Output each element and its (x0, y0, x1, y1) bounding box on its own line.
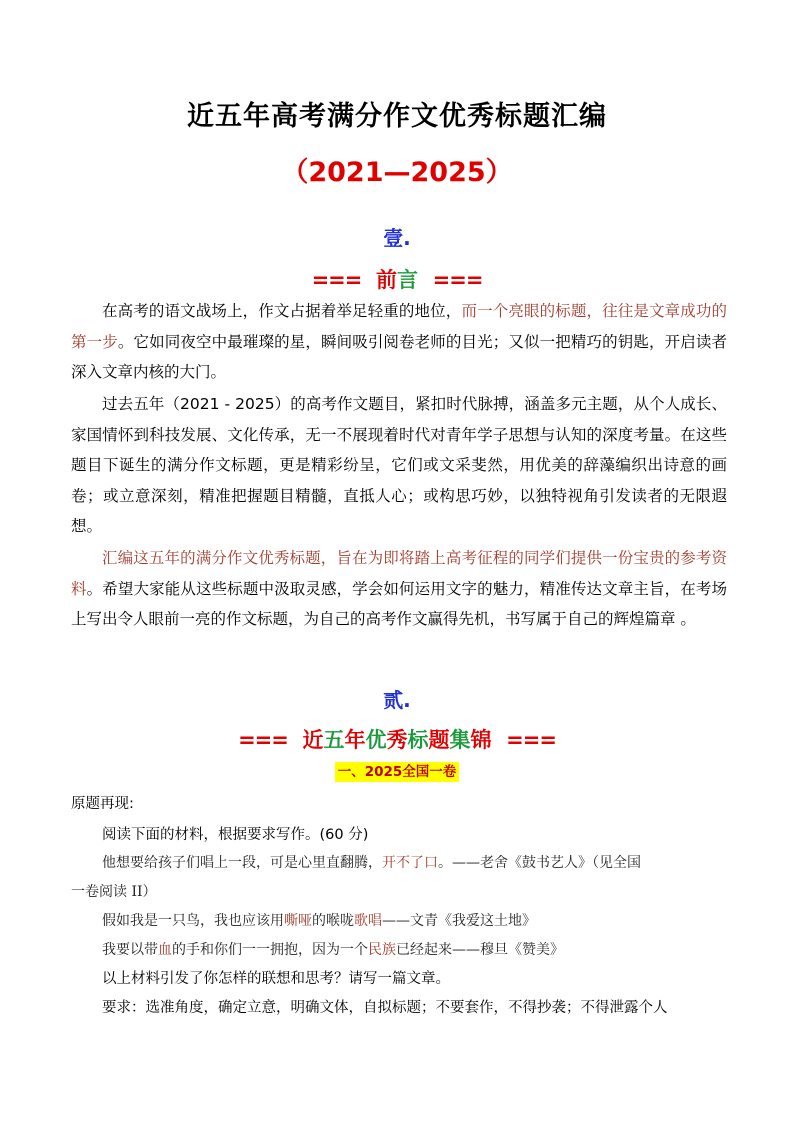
document-title: 近五年高考满分作文优秀标题汇编 (187, 101, 607, 132)
quote-1: 他想要给孩子们唱上一段，可是心里直翻腾，开不了口。——老舍《鼓书艺人》（见全国 (102, 855, 641, 871)
preface-paragraph-2: 过去五年（2021 - 2025）的高考作文题目，紧扣时代脉搏，涵盖多元主题，从个人成长、家国情怀到科技发展、文化传承，无一不展现着时代对青年学子思想与认知的深度考量。在这些题目下诞生的满分作文标题，更是精彩纷呈，它们或文采斐然，用优美的辞藻编织出诗意的画卷；或立意深刻，精准把握题目精髓，直抵人心；或构思巧妙，以独特视角引发读者的无限遐想。 (71, 395, 727, 535)
quote-2: 假如我是一只鸟，我也应该用嘶哑的喉咙歌唱——文青《我爱这土地》 (102, 913, 536, 929)
preface-paragraph-3: 汇编这五年的满分作文优秀标题，旨在为即将踏上高考征程的同学们提供一份宝贵的参考资料。希望大家能从这些标题中汲取灵感，学会如何运用文字的魅力，精准传达文章主旨，在考场上写出令人眼前一亮的作文标题，为自己的高考作文赢得先机，书写属于自己的辉煌篇章 。 (71, 549, 727, 628)
exam-badge: 一、2025全国一卷 (335, 762, 460, 782)
highlight-text: 汇编这五年的满分作文优秀标题，旨在为即将踏上高考征程的同学们提供一份宝贵的参考资料 (71, 549, 727, 598)
section-heading-preface (0, 264, 794, 294)
quote-3: 我要以带血的手和你们一一拥抱，因为一个民族已经起来——穆旦《赞美》 (102, 942, 564, 958)
requirement-text: 要求：选准角度，确定立意，明确文体，自拟标题；不要套作，不得抄袭；不得泄露个人 (102, 1000, 668, 1016)
quote-1-continued: 一卷阅读 II） (71, 884, 157, 900)
exam-badge-wrap (0, 761, 794, 782)
section-heading-titles: === 近五年优秀标题集锦 === (238, 728, 556, 752)
heading-char: 前 (376, 268, 397, 292)
divider-right: === (506, 728, 556, 752)
divider-right: === (432, 268, 483, 292)
section-number-2: 贰. (383, 688, 411, 712)
instruction-text: 阅读下面的材料，根据要求写作。(60 分) (102, 827, 369, 843)
year-range: （2021—2025） (281, 157, 513, 188)
question-text: 以上材料引发了你怎样的联想和思考？请写一篇文章。 (102, 971, 450, 987)
original-question-label: 原题再现: (71, 796, 134, 812)
preface-paragraph-1: 在高考的语文战场上，作文占据着举足轻重的地位，而一个亮眼的标题，往往是文章成功的第一步。它如同夜空中最璀璨的星，瞬间吸引阅卷老师的目光；又似一把精巧的钥匙，开启读者深入文章内核的大门。 (71, 302, 727, 381)
divider-left: === (311, 268, 362, 292)
heading-char: 言 (397, 268, 418, 292)
highlight-text: 而一个亮眼的标题，往往是文章成功的第一步 (71, 302, 727, 351)
section-number-1: 壹. (383, 226, 411, 250)
divider-left: === (238, 728, 288, 752)
